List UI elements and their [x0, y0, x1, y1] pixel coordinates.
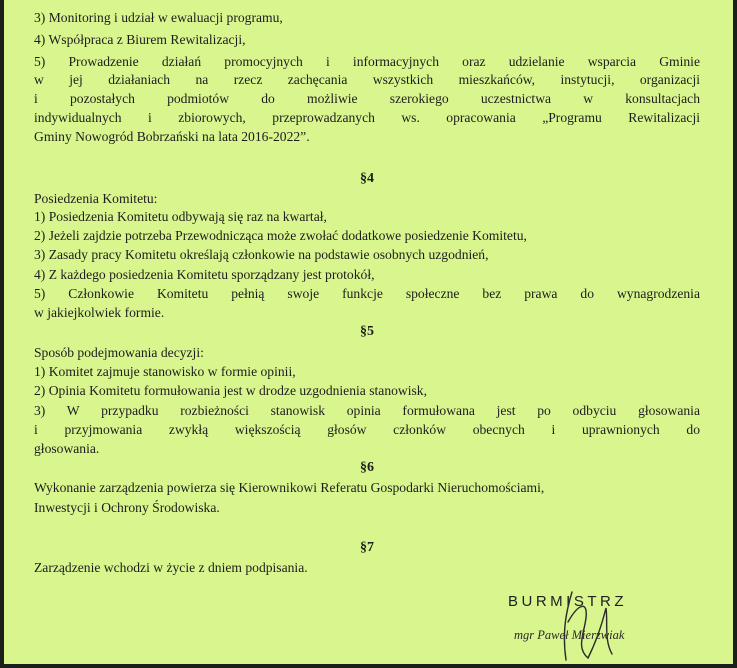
section-heading-6: §6: [360, 460, 374, 475]
list-item: 1) Posiedzenia Komitetu odbywają się raz na kwartał,: [34, 209, 327, 224]
list-item: 5) Członkowie Komitetu pełnią swoje funkcje społeczne bez prawa do wynagrodzenia: [34, 286, 700, 301]
handwritten-signature: [532, 582, 652, 664]
document-page: [4, 0, 733, 664]
list-item: i przyjmowania zwykłą większością głosów członków obecnych i uprawnionych do: [34, 422, 700, 437]
list-item: 3) Zasady pracy Komitetu określają członkowie na podstawie osobnych uzgodnień,: [34, 247, 489, 262]
signature-title: BURMISTRZ: [508, 593, 627, 610]
list-item: 4) Z każdego posiedzenia Komitetu sporządzany jest protokół,: [34, 267, 375, 282]
list-item: 2) Opinia Komitetu formułowania jest w drodze uzgodnienia stanowisk,: [34, 383, 427, 398]
list-item-cooperation: 4) Współpraca z Biurem Rewitalizacji,: [34, 32, 246, 47]
list-item: 2) Jeżeli zajdzie potrzeba Przewodnicząca może zwołać dodatkowe posiedzenie Komitetu,: [34, 228, 527, 243]
paragraph-line: Wykonanie zarządzenia powierza się Kierownikowi Referatu Gospodarki Nieruchomościami,: [34, 480, 545, 495]
section-title: Sposób podejmowania decyzji:: [34, 345, 204, 360]
section-heading-4: §4: [360, 171, 374, 186]
list-item-monitoring: 3) Monitoring i udział w ewaluacji programu,: [34, 10, 283, 25]
paragraph-line: w jej działaniach na rzecz zachęcania wszystkich mieszkańców, instytucji, organizacji: [34, 72, 700, 87]
paragraph-line: Inwestycji i Ochrony Środowiska.: [34, 500, 220, 515]
paragraph-line: Zarządzenie wchodzi w życie z dniem podpisania.: [34, 560, 308, 575]
list-item-continuation: w jakiejkolwiek formie.: [34, 305, 165, 320]
section-heading-7: §7: [360, 540, 374, 555]
list-item: 1) Komitet zajmuje stanowisko w formie opinii,: [34, 364, 296, 379]
paragraph-line: i pozostałych podmiotów do możliwie szerokiego uczestnictwa w konsultacjach: [34, 91, 700, 106]
list-item-continuation: głosowania.: [34, 441, 100, 456]
paragraph-line: Gminy Nowogród Bobrzański na lata 2016-2022”.: [34, 129, 310, 144]
section-title: Posiedzenia Komitetu:: [34, 191, 158, 206]
paragraph-line: indywidualnych i zbiorowych, przeprowadzanych ws. opracowania „Programu Rewitalizacji: [34, 110, 700, 125]
paragraph-line: 5) Prowadzenie działań promocyjnych i informacyjnych oraz udzielanie wsparcia Gminie: [34, 54, 700, 69]
list-item: 3) W przypadku rozbieżności stanowisk opinia formułowana jest po odbyciu głosowania: [34, 403, 700, 418]
section-heading-5: §5: [360, 324, 374, 339]
signature-name: mgr Paweł Mierzwiak: [514, 628, 625, 642]
